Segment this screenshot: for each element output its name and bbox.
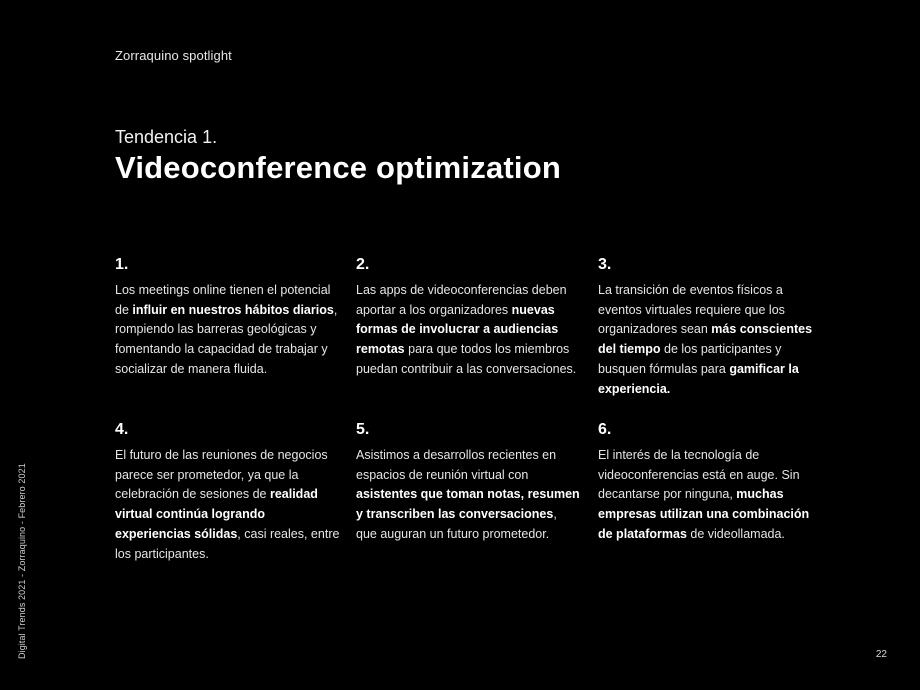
body-text: de los participantes y busquen fórmulas para [598,342,782,376]
trend-item-text [356,446,581,545]
document-side-note: Digital Trends 2021 - Zorraquino - Febrero 2021 [17,463,27,659]
trend-item [115,255,340,380]
emphasis-text: realidad virtual continúa logrando experiencias sólidas [115,487,318,541]
trend-item-number: 6. [598,421,612,438]
trend-item [356,420,581,545]
trend-item-text [356,281,581,380]
emphasis-text: nuevas formas de involucrar a audiencias remotas [356,302,559,357]
emphasis-text: gamificar la experiencia. [598,361,799,396]
body-text: para que todos los miembros puedan contribuir a las conversaciones. [356,342,577,376]
body-text: Los meetings online tienen el potencial de [115,283,331,317]
body-text: , casi reales, entre los participantes. [115,526,340,561]
page-number: 22 [875,649,887,660]
trend-item-text [115,281,340,380]
trend-item [598,255,823,399]
trend-item-number: 4. [115,421,129,438]
section-eyebrow: Tendencia 1. [115,127,218,147]
trend-item-number: 5. [356,421,370,438]
body-text: de videollamada. [686,526,785,541]
body-text: Asistimos a desarrollos recientes en espacios de reunión virtual con [356,448,557,482]
body-text: La transición de eventos físicos a eventos virtuales requiere que los organizadores sean [598,283,785,337]
emphasis-text: influir en nuestros hábitos diarios [132,302,334,317]
emphasis-text: muchas empresas utilizan una combinación de plataformas [598,487,810,541]
body-text: El futuro de las reuniones de negocios parece ser prometedor, ya que la celebración de sesiones de [115,448,328,502]
trend-item-number: 2. [356,256,370,273]
trend-item-text [115,446,340,564]
trend-item [115,420,340,564]
trend-item [356,255,581,380]
body-text: , que auguran un futuro prometedor. [356,507,557,541]
body-text: El interés de la tecnología de videoconferencias está en auge. Sin decantarse por ninguna, [598,448,800,502]
page-title: Videoconference optimization [115,150,561,185]
emphasis-text: asistentes que toman notas, resumen y transcriben las conversaciones [356,487,580,522]
trend-item [598,420,823,545]
trend-item-text [598,281,823,399]
emphasis-text: más conscientes del tiempo [598,322,813,357]
trend-item-number: 1. [115,256,129,273]
trend-item-text [598,446,823,545]
trend-item-number: 3. [598,256,612,273]
brand-header: Zorraquino spotlight [115,48,232,63]
body-text: Las apps de videoconferencias deben aportar a los organizadores [356,283,567,317]
body-text: , rompiendo las barreras geológicas y fomentando la capacidad de trabajar y socializar de manera fluida. [115,302,338,376]
